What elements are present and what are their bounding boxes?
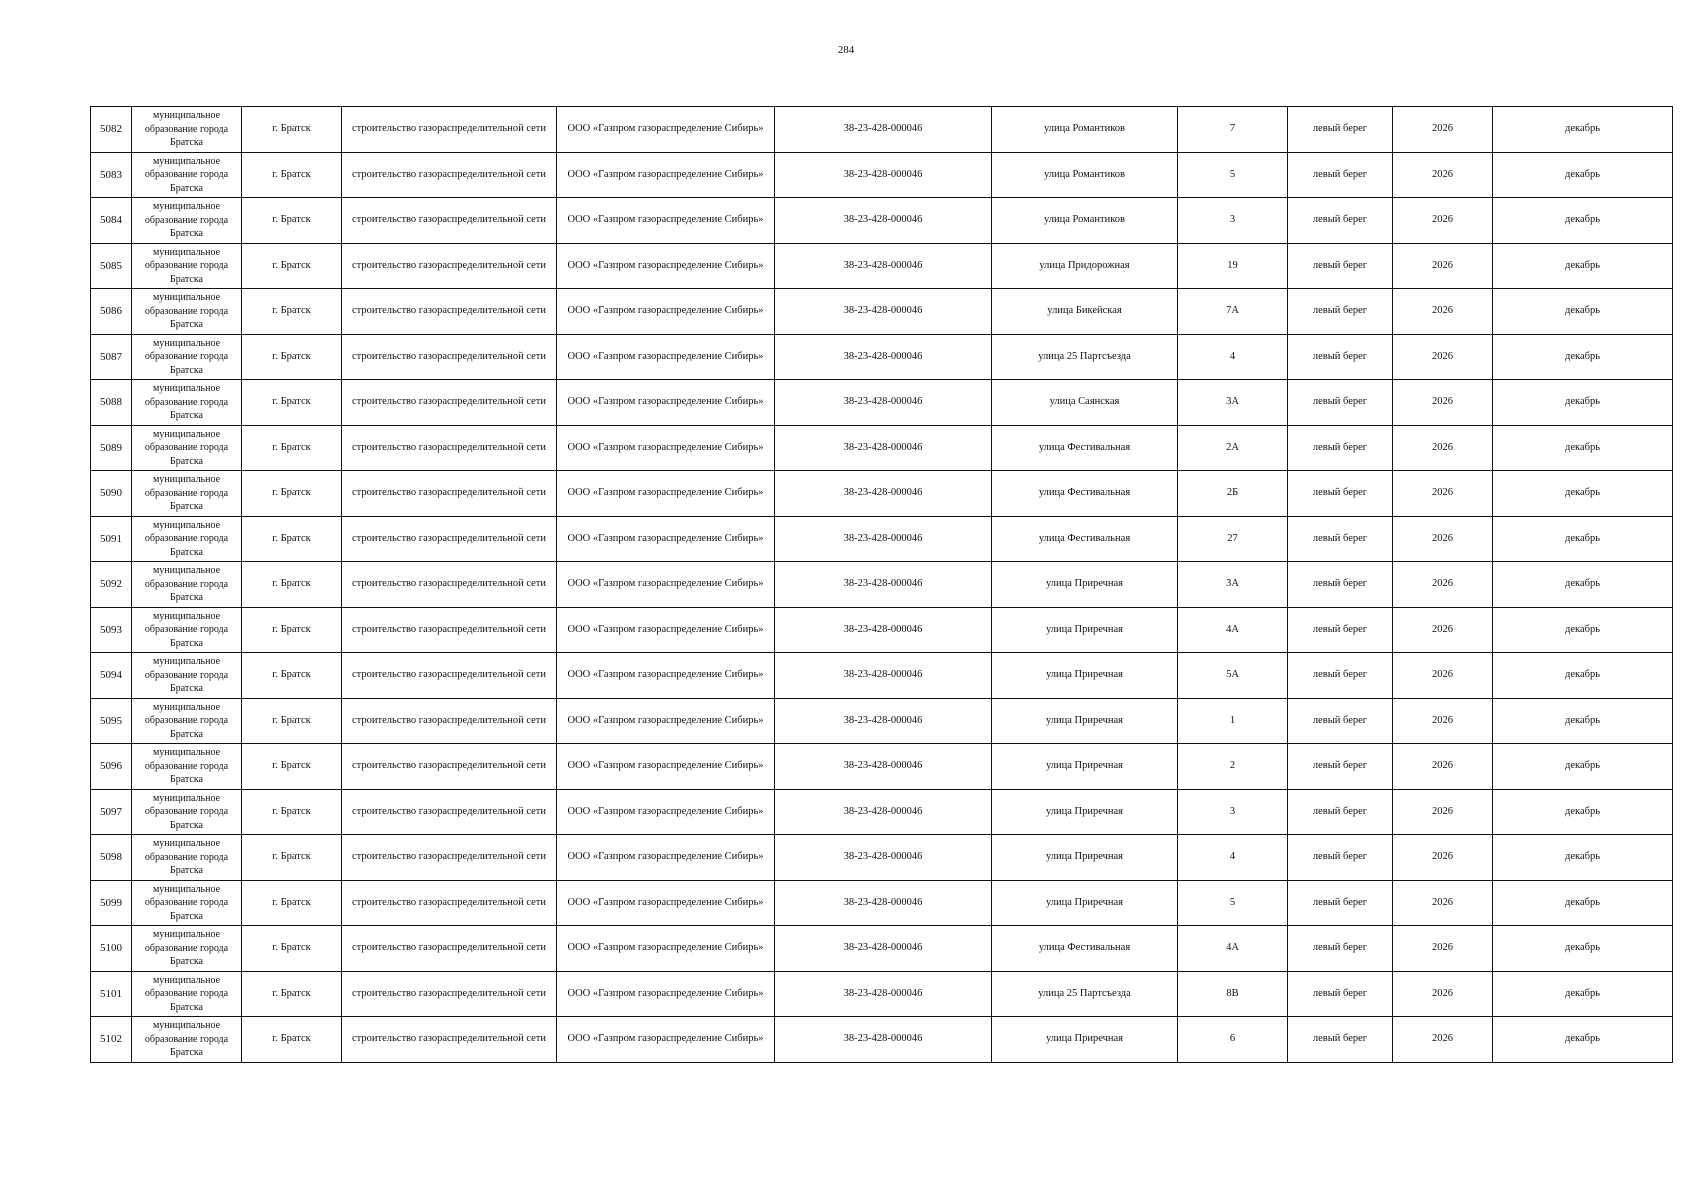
river-bank-cell: левый берег bbox=[1288, 107, 1393, 153]
row-number-cell: 5095 bbox=[91, 698, 132, 744]
locality-cell: г. Братск bbox=[242, 107, 342, 153]
locality-cell: г. Братск bbox=[242, 198, 342, 244]
row-number-cell: 5101 bbox=[91, 971, 132, 1017]
work-type-cell: строительство газораспределительной сети bbox=[342, 289, 557, 335]
object-code-cell: 38-23-428-000046 bbox=[775, 107, 992, 153]
municipality-cell: муниципальное образование города Братска bbox=[132, 425, 242, 471]
street-cell: улица Приречная bbox=[992, 698, 1178, 744]
table-row bbox=[91, 971, 1673, 1017]
street-cell: улица Фестивальная bbox=[992, 516, 1178, 562]
object-code-cell: 38-23-428-000046 bbox=[775, 289, 992, 335]
work-type-cell: строительство газораспределительной сети bbox=[342, 152, 557, 198]
operator-cell: ООО «Газпром газораспределение Сибирь» bbox=[557, 744, 775, 790]
year-cell: 2026 bbox=[1393, 198, 1493, 244]
month-cell: декабрь bbox=[1493, 835, 1673, 881]
locality-cell: г. Братск bbox=[242, 607, 342, 653]
row-number-cell: 5085 bbox=[91, 243, 132, 289]
month-cell: декабрь bbox=[1493, 562, 1673, 608]
municipality-cell: муниципальное образование города Братска bbox=[132, 471, 242, 517]
municipality-cell: муниципальное образование города Братска bbox=[132, 107, 242, 153]
river-bank-cell: левый берег bbox=[1288, 380, 1393, 426]
gasification-register-table bbox=[90, 106, 1673, 1063]
municipality-cell: муниципальное образование города Братска bbox=[132, 835, 242, 881]
work-type-cell: строительство газораспределительной сети bbox=[342, 744, 557, 790]
month-cell: декабрь bbox=[1493, 789, 1673, 835]
work-type-cell: строительство газораспределительной сети bbox=[342, 835, 557, 881]
year-cell: 2026 bbox=[1393, 926, 1493, 972]
row-number-cell: 5082 bbox=[91, 107, 132, 153]
month-cell: декабрь bbox=[1493, 1017, 1673, 1063]
table-row bbox=[91, 198, 1673, 244]
river-bank-cell: левый берег bbox=[1288, 835, 1393, 881]
river-bank-cell: левый берег bbox=[1288, 243, 1393, 289]
object-code-cell: 38-23-428-000046 bbox=[775, 198, 992, 244]
municipality-cell: муниципальное образование города Братска bbox=[132, 653, 242, 699]
operator-cell: ООО «Газпром газораспределение Сибирь» bbox=[557, 1017, 775, 1063]
row-number-cell: 5098 bbox=[91, 835, 132, 881]
year-cell: 2026 bbox=[1393, 289, 1493, 335]
month-cell: декабрь bbox=[1493, 334, 1673, 380]
table-row bbox=[91, 880, 1673, 926]
row-number-cell: 5083 bbox=[91, 152, 132, 198]
year-cell: 2026 bbox=[1393, 107, 1493, 153]
work-type-cell: строительство газораспределительной сети bbox=[342, 516, 557, 562]
work-type-cell: строительство газораспределительной сети bbox=[342, 425, 557, 471]
municipality-cell: муниципальное образование города Братска bbox=[132, 516, 242, 562]
row-number-cell: 5091 bbox=[91, 516, 132, 562]
month-cell: декабрь bbox=[1493, 653, 1673, 699]
operator-cell: ООО «Газпром газораспределение Сибирь» bbox=[557, 198, 775, 244]
operator-cell: ООО «Газпром газораспределение Сибирь» bbox=[557, 334, 775, 380]
year-cell: 2026 bbox=[1393, 744, 1493, 790]
street-cell: улица Приречная bbox=[992, 744, 1178, 790]
row-number-cell: 5093 bbox=[91, 607, 132, 653]
operator-cell: ООО «Газпром газораспределение Сибирь» bbox=[557, 152, 775, 198]
month-cell: декабрь bbox=[1493, 744, 1673, 790]
river-bank-cell: левый берег bbox=[1288, 971, 1393, 1017]
table-row bbox=[91, 607, 1673, 653]
locality-cell: г. Братск bbox=[242, 334, 342, 380]
table-row bbox=[91, 926, 1673, 972]
operator-cell: ООО «Газпром газораспределение Сибирь» bbox=[557, 653, 775, 699]
table-row bbox=[91, 789, 1673, 835]
month-cell: декабрь bbox=[1493, 698, 1673, 744]
river-bank-cell: левый берег bbox=[1288, 334, 1393, 380]
locality-cell: г. Братск bbox=[242, 971, 342, 1017]
locality-cell: г. Братск bbox=[242, 698, 342, 744]
row-number-cell: 5096 bbox=[91, 744, 132, 790]
house-number-cell: 3А bbox=[1178, 562, 1288, 608]
row-number-cell: 5097 bbox=[91, 789, 132, 835]
river-bank-cell: левый берег bbox=[1288, 744, 1393, 790]
street-cell: улица Саянская bbox=[992, 380, 1178, 426]
work-type-cell: строительство газораспределительной сети bbox=[342, 198, 557, 244]
month-cell: декабрь bbox=[1493, 607, 1673, 653]
river-bank-cell: левый берег bbox=[1288, 425, 1393, 471]
object-code-cell: 38-23-428-000046 bbox=[775, 653, 992, 699]
month-cell: декабрь bbox=[1493, 152, 1673, 198]
row-number-cell: 5090 bbox=[91, 471, 132, 517]
year-cell: 2026 bbox=[1393, 835, 1493, 881]
operator-cell: ООО «Газпром газораспределение Сибирь» bbox=[557, 471, 775, 517]
house-number-cell: 3 bbox=[1178, 198, 1288, 244]
house-number-cell: 27 bbox=[1178, 516, 1288, 562]
year-cell: 2026 bbox=[1393, 1017, 1493, 1063]
house-number-cell: 5 bbox=[1178, 880, 1288, 926]
house-number-cell: 2А bbox=[1178, 425, 1288, 471]
table-row bbox=[91, 334, 1673, 380]
work-type-cell: строительство газораспределительной сети bbox=[342, 380, 557, 426]
work-type-cell: строительство газораспределительной сети bbox=[342, 880, 557, 926]
register-body bbox=[91, 107, 1673, 1063]
river-bank-cell: левый берег bbox=[1288, 198, 1393, 244]
row-number-cell: 5087 bbox=[91, 334, 132, 380]
locality-cell: г. Братск bbox=[242, 516, 342, 562]
street-cell: улица Фестивальная bbox=[992, 471, 1178, 517]
object-code-cell: 38-23-428-000046 bbox=[775, 471, 992, 517]
month-cell: декабрь bbox=[1493, 471, 1673, 517]
operator-cell: ООО «Газпром газораспределение Сибирь» bbox=[557, 425, 775, 471]
house-number-cell: 3 bbox=[1178, 789, 1288, 835]
operator-cell: ООО «Газпром газораспределение Сибирь» bbox=[557, 243, 775, 289]
table-row bbox=[91, 1017, 1673, 1063]
municipality-cell: муниципальное образование города Братска bbox=[132, 198, 242, 244]
operator-cell: ООО «Газпром газораспределение Сибирь» bbox=[557, 698, 775, 744]
river-bank-cell: левый берег bbox=[1288, 1017, 1393, 1063]
month-cell: декабрь bbox=[1493, 971, 1673, 1017]
street-cell: улица Бикейская bbox=[992, 289, 1178, 335]
object-code-cell: 38-23-428-000046 bbox=[775, 425, 992, 471]
operator-cell: ООО «Газпром газораспределение Сибирь» bbox=[557, 607, 775, 653]
table-row bbox=[91, 380, 1673, 426]
street-cell: улица Фестивальная bbox=[992, 926, 1178, 972]
object-code-cell: 38-23-428-000046 bbox=[775, 562, 992, 608]
street-cell: улица Приречная bbox=[992, 1017, 1178, 1063]
municipality-cell: муниципальное образование города Братска bbox=[132, 698, 242, 744]
house-number-cell: 5А bbox=[1178, 653, 1288, 699]
table-row bbox=[91, 698, 1673, 744]
year-cell: 2026 bbox=[1393, 380, 1493, 426]
table-row bbox=[91, 744, 1673, 790]
object-code-cell: 38-23-428-000046 bbox=[775, 835, 992, 881]
year-cell: 2026 bbox=[1393, 698, 1493, 744]
street-cell: улица 25 Партсъезда bbox=[992, 971, 1178, 1017]
table-row bbox=[91, 243, 1673, 289]
street-cell: улица Приречная bbox=[992, 607, 1178, 653]
year-cell: 2026 bbox=[1393, 562, 1493, 608]
river-bank-cell: левый берег bbox=[1288, 653, 1393, 699]
object-code-cell: 38-23-428-000046 bbox=[775, 971, 992, 1017]
year-cell: 2026 bbox=[1393, 971, 1493, 1017]
operator-cell: ООО «Газпром газораспределение Сибирь» bbox=[557, 516, 775, 562]
river-bank-cell: левый берег bbox=[1288, 516, 1393, 562]
month-cell: декабрь bbox=[1493, 289, 1673, 335]
object-code-cell: 38-23-428-000046 bbox=[775, 880, 992, 926]
municipality-cell: муниципальное образование города Братска bbox=[132, 926, 242, 972]
operator-cell: ООО «Газпром газораспределение Сибирь» bbox=[557, 880, 775, 926]
municipality-cell: муниципальное образование города Братска bbox=[132, 971, 242, 1017]
year-cell: 2026 bbox=[1393, 243, 1493, 289]
house-number-cell: 7А bbox=[1178, 289, 1288, 335]
year-cell: 2026 bbox=[1393, 425, 1493, 471]
house-number-cell: 2Б bbox=[1178, 471, 1288, 517]
operator-cell: ООО «Газпром газораспределение Сибирь» bbox=[557, 380, 775, 426]
house-number-cell: 2 bbox=[1178, 744, 1288, 790]
work-type-cell: строительство газораспределительной сети bbox=[342, 607, 557, 653]
row-number-cell: 5084 bbox=[91, 198, 132, 244]
row-number-cell: 5092 bbox=[91, 562, 132, 608]
object-code-cell: 38-23-428-000046 bbox=[775, 152, 992, 198]
street-cell: улица Придорожная bbox=[992, 243, 1178, 289]
house-number-cell: 4А bbox=[1178, 926, 1288, 972]
table-row bbox=[91, 516, 1673, 562]
street-cell: улица Романтиков bbox=[992, 198, 1178, 244]
work-type-cell: строительство газораспределительной сети bbox=[342, 926, 557, 972]
table-row bbox=[91, 107, 1673, 153]
month-cell: декабрь bbox=[1493, 243, 1673, 289]
operator-cell: ООО «Газпром газораспределение Сибирь» bbox=[557, 107, 775, 153]
year-cell: 2026 bbox=[1393, 334, 1493, 380]
river-bank-cell: левый берег bbox=[1288, 289, 1393, 335]
work-type-cell: строительство газораспределительной сети bbox=[342, 971, 557, 1017]
house-number-cell: 19 bbox=[1178, 243, 1288, 289]
object-code-cell: 38-23-428-000046 bbox=[775, 926, 992, 972]
work-type-cell: строительство газораспределительной сети bbox=[342, 1017, 557, 1063]
locality-cell: г. Братск bbox=[242, 789, 342, 835]
object-code-cell: 38-23-428-000046 bbox=[775, 243, 992, 289]
house-number-cell: 5 bbox=[1178, 152, 1288, 198]
object-code-cell: 38-23-428-000046 bbox=[775, 698, 992, 744]
river-bank-cell: левый берег bbox=[1288, 471, 1393, 517]
work-type-cell: строительство газораспределительной сети bbox=[342, 698, 557, 744]
row-number-cell: 5102 bbox=[91, 1017, 132, 1063]
year-cell: 2026 bbox=[1393, 653, 1493, 699]
street-cell: улица Романтиков bbox=[992, 107, 1178, 153]
river-bank-cell: левый берег bbox=[1288, 880, 1393, 926]
object-code-cell: 38-23-428-000046 bbox=[775, 516, 992, 562]
municipality-cell: муниципальное образование города Братска bbox=[132, 1017, 242, 1063]
object-code-cell: 38-23-428-000046 bbox=[775, 607, 992, 653]
house-number-cell: 6 bbox=[1178, 1017, 1288, 1063]
municipality-cell: муниципальное образование города Братска bbox=[132, 334, 242, 380]
river-bank-cell: левый берег bbox=[1288, 926, 1393, 972]
house-number-cell: 4 bbox=[1178, 334, 1288, 380]
locality-cell: г. Братск bbox=[242, 152, 342, 198]
work-type-cell: строительство газораспределительной сети bbox=[342, 334, 557, 380]
municipality-cell: муниципальное образование города Братска bbox=[132, 380, 242, 426]
table-row bbox=[91, 471, 1673, 517]
house-number-cell: 3А bbox=[1178, 380, 1288, 426]
operator-cell: ООО «Газпром газораспределение Сибирь» bbox=[557, 971, 775, 1017]
municipality-cell: муниципальное образование города Братска bbox=[132, 789, 242, 835]
year-cell: 2026 bbox=[1393, 152, 1493, 198]
object-code-cell: 38-23-428-000046 bbox=[775, 380, 992, 426]
municipality-cell: муниципальное образование города Братска bbox=[132, 607, 242, 653]
street-cell: улица 25 Партсъезда bbox=[992, 334, 1178, 380]
river-bank-cell: левый берег bbox=[1288, 152, 1393, 198]
locality-cell: г. Братск bbox=[242, 744, 342, 790]
table-row bbox=[91, 425, 1673, 471]
object-code-cell: 38-23-428-000046 bbox=[775, 744, 992, 790]
locality-cell: г. Братск bbox=[242, 425, 342, 471]
year-cell: 2026 bbox=[1393, 516, 1493, 562]
locality-cell: г. Братск bbox=[242, 243, 342, 289]
object-code-cell: 38-23-428-000046 bbox=[775, 334, 992, 380]
work-type-cell: строительство газораспределительной сети bbox=[342, 653, 557, 699]
operator-cell: ООО «Газпром газораспределение Сибирь» bbox=[557, 835, 775, 881]
locality-cell: г. Братск bbox=[242, 380, 342, 426]
month-cell: декабрь bbox=[1493, 198, 1673, 244]
table-row bbox=[91, 562, 1673, 608]
locality-cell: г. Братск bbox=[242, 562, 342, 608]
object-code-cell: 38-23-428-000046 bbox=[775, 1017, 992, 1063]
table-row bbox=[91, 289, 1673, 335]
locality-cell: г. Братск bbox=[242, 471, 342, 517]
locality-cell: г. Братск bbox=[242, 653, 342, 699]
operator-cell: ООО «Газпром газораспределение Сибирь» bbox=[557, 789, 775, 835]
work-type-cell: строительство газораспределительной сети bbox=[342, 243, 557, 289]
locality-cell: г. Братск bbox=[242, 880, 342, 926]
month-cell: декабрь bbox=[1493, 880, 1673, 926]
locality-cell: г. Братск bbox=[242, 289, 342, 335]
month-cell: декабрь bbox=[1493, 107, 1673, 153]
month-cell: декабрь bbox=[1493, 926, 1673, 972]
table-row bbox=[91, 653, 1673, 699]
row-number-cell: 5086 bbox=[91, 289, 132, 335]
municipality-cell: муниципальное образование города Братска bbox=[132, 152, 242, 198]
row-number-cell: 5099 bbox=[91, 880, 132, 926]
municipality-cell: муниципальное образование города Братска bbox=[132, 289, 242, 335]
row-number-cell: 5089 bbox=[91, 425, 132, 471]
work-type-cell: строительство газораспределительной сети bbox=[342, 789, 557, 835]
street-cell: улица Фестивальная bbox=[992, 425, 1178, 471]
house-number-cell: 7 bbox=[1178, 107, 1288, 153]
page-number: 284 bbox=[837, 44, 855, 56]
street-cell: улица Приречная bbox=[992, 562, 1178, 608]
street-cell: улица Приречная bbox=[992, 653, 1178, 699]
house-number-cell: 1 bbox=[1178, 698, 1288, 744]
month-cell: декабрь bbox=[1493, 425, 1673, 471]
locality-cell: г. Братск bbox=[242, 926, 342, 972]
object-code-cell: 38-23-428-000046 bbox=[775, 789, 992, 835]
river-bank-cell: левый берег bbox=[1288, 562, 1393, 608]
table-row bbox=[91, 835, 1673, 881]
river-bank-cell: левый берег bbox=[1288, 607, 1393, 653]
river-bank-cell: левый берег bbox=[1288, 789, 1393, 835]
house-number-cell: 4А bbox=[1178, 607, 1288, 653]
operator-cell: ООО «Газпром газораспределение Сибирь» bbox=[557, 926, 775, 972]
work-type-cell: строительство газораспределительной сети bbox=[342, 471, 557, 517]
river-bank-cell: левый берег bbox=[1288, 698, 1393, 744]
municipality-cell: муниципальное образование города Братска bbox=[132, 744, 242, 790]
municipality-cell: муниципальное образование города Братска bbox=[132, 880, 242, 926]
street-cell: улица Романтиков bbox=[992, 152, 1178, 198]
month-cell: декабрь bbox=[1493, 516, 1673, 562]
year-cell: 2026 bbox=[1393, 880, 1493, 926]
year-cell: 2026 bbox=[1393, 789, 1493, 835]
house-number-cell: 8В bbox=[1178, 971, 1288, 1017]
year-cell: 2026 bbox=[1393, 607, 1493, 653]
street-cell: улица Приречная bbox=[992, 789, 1178, 835]
operator-cell: ООО «Газпром газораспределение Сибирь» bbox=[557, 289, 775, 335]
municipality-cell: муниципальное образование города Братска bbox=[132, 243, 242, 289]
table-row bbox=[91, 152, 1673, 198]
operator-cell: ООО «Газпром газораспределение Сибирь» bbox=[557, 562, 775, 608]
work-type-cell: строительство газораспределительной сети bbox=[342, 562, 557, 608]
row-number-cell: 5100 bbox=[91, 926, 132, 972]
house-number-cell: 4 bbox=[1178, 835, 1288, 881]
street-cell: улица Приречная bbox=[992, 835, 1178, 881]
locality-cell: г. Братск bbox=[242, 835, 342, 881]
work-type-cell: строительство газораспределительной сети bbox=[342, 107, 557, 153]
municipality-cell: муниципальное образование города Братска bbox=[132, 562, 242, 608]
row-number-cell: 5094 bbox=[91, 653, 132, 699]
row-number-cell: 5088 bbox=[91, 380, 132, 426]
month-cell: декабрь bbox=[1493, 380, 1673, 426]
street-cell: улица Приречная bbox=[992, 880, 1178, 926]
locality-cell: г. Братск bbox=[242, 1017, 342, 1063]
year-cell: 2026 bbox=[1393, 471, 1493, 517]
